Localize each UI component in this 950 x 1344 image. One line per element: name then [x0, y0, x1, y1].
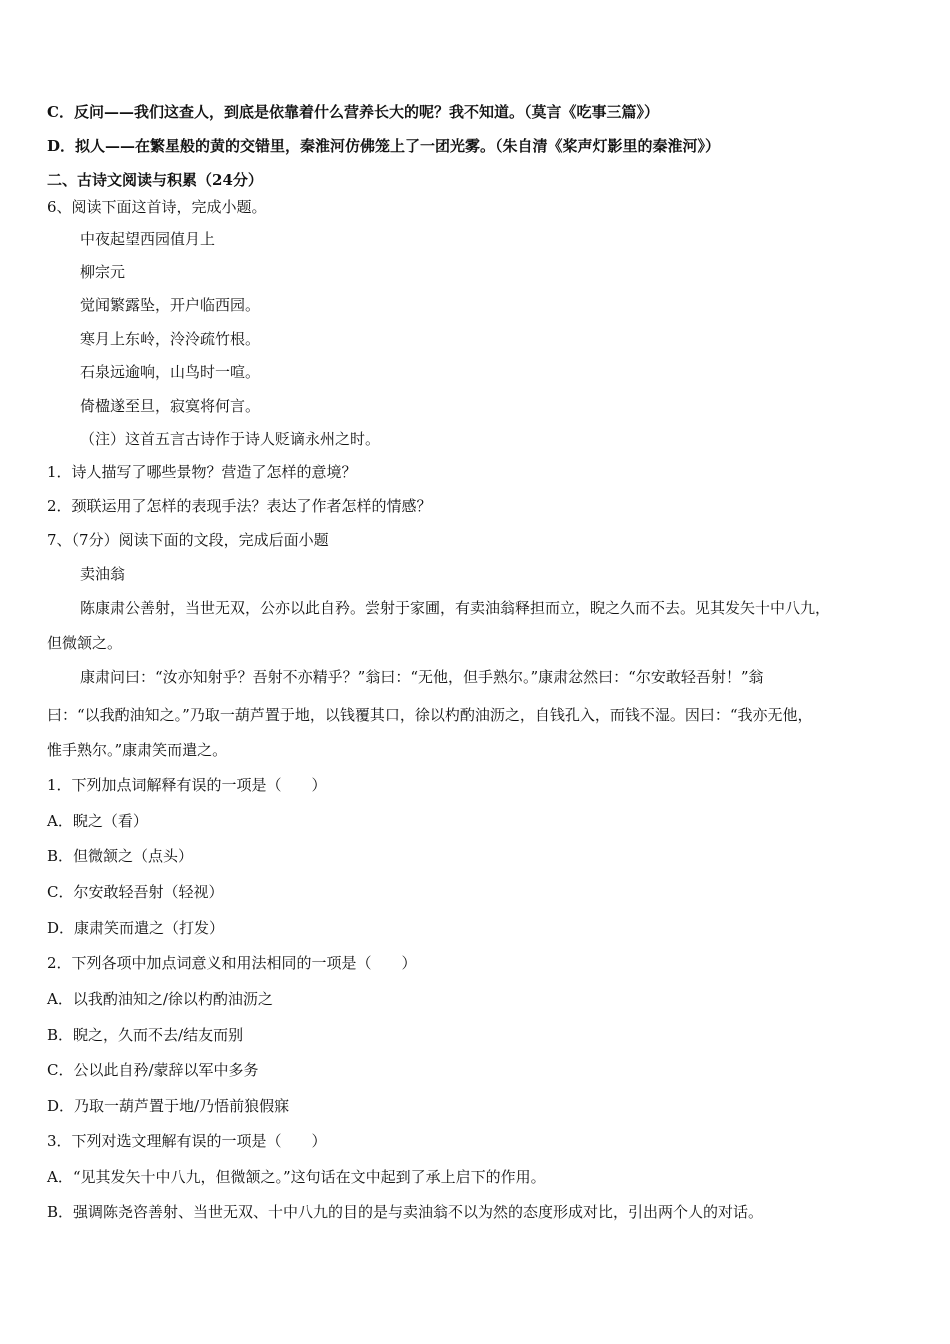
question-7-1-option-c: C．尔安敢轻吾射（轻视） [47, 883, 224, 901]
question-7-1-option-b: B．但微颔之（点头） [47, 847, 194, 865]
question-7-2: 2．下列各项中加点词意义和用法相同的一项是（ ） [47, 954, 417, 972]
question-7-2-option-a: A．以我酌油知之/徐以杓酌油沥之 [47, 990, 273, 1008]
passage-paragraph-1: 陈康肃公善射，当世无双，公亦以此自矜。尝射于家圃，有卖油翁释担而立，睨之久而不去。见其发矢十中八九， [80, 599, 831, 617]
question-7-2-option-b: B．睨之，久而不去/结友而别 [47, 1026, 244, 1044]
poem-author: 柳宗元 [80, 263, 126, 281]
question-7-1-option-d: D．康肃笑而遣之（打发） [47, 919, 225, 937]
poem-line-2: 寒月上东岭，泠泠疏竹根。 [80, 330, 261, 348]
passage-paragraph-2-end: 惟手熟尔。”康肃笑而遣之。 [47, 741, 228, 759]
poem-line-1: 觉闻繁露坠，开户临西园。 [80, 296, 261, 314]
question-7-1: 1．下列加点词解释有误的一项是（ ） [47, 776, 327, 794]
question-7-2-option-c: C．公以此自矜/蒙辞以军中多务 [47, 1061, 259, 1079]
question-7-3-option-a: A．“见其发矢十中八九，但微颔之。”这句话在文中起到了承上启下的作用。 [47, 1168, 546, 1186]
poem-title: 中夜起望西园值月上 [80, 230, 216, 248]
passage-title: 卖油翁 [80, 565, 126, 583]
poem-line-3: 石泉远逾响，山鸟时一喧。 [80, 363, 261, 381]
poem-line-4: 倚楹遂至旦，寂寞将何言。 [80, 397, 261, 415]
question-7-3: 3．下列对选文理解有误的一项是（ ） [47, 1132, 327, 1150]
question-7-1-option-a: A．睨之（看） [47, 812, 148, 830]
option-d-rhetoric: D．拟人——在繁星般的黄的交错里，秦淮河仿佛笼上了一团光雾。（朱自清《桨声灯影里的秦淮河》） [47, 137, 721, 155]
question-7-3-option-b: B．强调陈尧咨善射、当世无双、十中八九的目的是与卖油翁不以为然的态度形成对比，引出两个人的对话。 [47, 1203, 764, 1221]
passage-paragraph-1-cont: 但微颔之。 [47, 634, 123, 652]
question-6-prompt: 6、阅读下面这首诗，完成小题。 [47, 198, 267, 216]
section-heading-classical: 二、古诗文阅读与积累（24分） [47, 171, 263, 189]
question-7-prompt: 7、（7分）阅读下面的文段，完成后面小题 [47, 531, 329, 549]
question-6-2: 2．颈联运用了怎样的表现手法？表达了作者怎样的情感？ [47, 497, 432, 515]
option-c-rhetoric: C．反问——我们这查人，到底是依靠着什么营养长大的呢？我不知道。（莫言《吃事三篇》） [47, 103, 659, 121]
passage-paragraph-2: 康肃问曰：“汝亦知射乎？吾射不亦精乎？”翁曰：“无他，但手熟尔。”康肃忿然曰：“尔安敢轻吾射！”翁 [80, 668, 764, 686]
poem-note: （注）这首五言古诗作于诗人贬谪永州之时。 [80, 430, 381, 448]
question-6-1: 1．诗人描写了哪些景物？营造了怎样的意境？ [47, 463, 357, 481]
question-7-2-option-d: D．乃取一葫芦置于地/乃悟前狼假寐 [47, 1097, 290, 1115]
passage-paragraph-2-cont: 曰：“以我酌油知之。”乃取一葫芦置于地，以钱覆其口，徐以杓酌油沥之，自钱孔入，而钱不湿。因曰：“我亦无他， [47, 706, 813, 724]
